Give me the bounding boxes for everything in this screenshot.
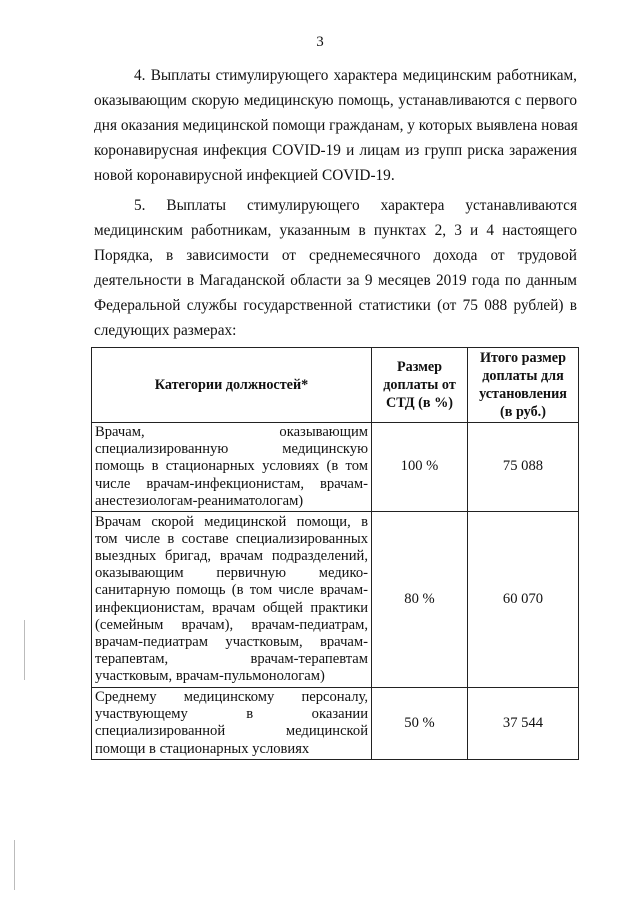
category-line: санитарную помощь (в том числе врачам-: [95, 582, 368, 599]
category-line: Врачам, оказывающим: [95, 424, 368, 440]
category-line: врачам-педиатрам участковым, врачам-: [95, 633, 368, 650]
percent-cell: 100 %: [372, 423, 468, 512]
category-line: помощь в стационарных условиях (в том: [95, 458, 368, 475]
category-line: оказывающим первичную медико-: [95, 565, 368, 582]
category-line: специализированной медицинской: [95, 723, 368, 740]
paragraph-4-line: дня оказания медицинской помощи гражданам, у которых выявлена новая: [94, 117, 578, 134]
category-line: числе врачам-инфекционистам, врачам-: [95, 475, 368, 492]
paragraph-5-line: медицинским работникам, указанным в пунктах 2, 3 и 4 настоящего: [94, 222, 577, 239]
category-line: Среднему медицинскому персоналу,: [95, 689, 368, 706]
header-percent-line: СТД (в %): [386, 395, 453, 411]
category-line: помощи в стационарных условиях: [95, 740, 310, 757]
total-cell: 75 088: [468, 423, 579, 512]
category-line: специализированную медицинскую: [95, 441, 368, 458]
scan-artifact-line: [24, 620, 25, 680]
paragraph-4-line: оказывающим скорую медицинскую помощь, устанавливаются с первого: [94, 92, 577, 109]
category-line: инфекционистам, врачам общей практики: [95, 599, 368, 616]
paragraph-5-line: 5. Выплаты стимулирующего характера устанавливаются: [134, 197, 577, 214]
category-line: (семейным врачам), врачам-педиатрам,: [95, 616, 368, 633]
category-cell: [92, 688, 372, 760]
header-category: Категории должностей*: [92, 348, 372, 423]
paragraph-5-line: Федеральной службы государственной статистики (от 75 088 рублей) в: [94, 297, 577, 314]
header-percent-line: Размер: [396, 359, 443, 375]
category-line: терапевтам, врачам-терапевтам: [95, 651, 368, 668]
paragraph-4-line: коронавирусная инфекция COVID-19 и лицам из групп риска заражения: [94, 142, 577, 159]
paragraph-5-line: Порядка, в зависимости от среднемесячного дохода от трудовой: [94, 247, 577, 264]
table-row: [92, 512, 579, 688]
category-cell: [92, 512, 372, 688]
total-cell: 60 070: [468, 512, 579, 688]
header-percent-line: доплаты от: [383, 377, 456, 393]
header-total-line: доплаты для: [482, 368, 564, 384]
category-line: Врачам скорой медицинской помощи, в: [95, 513, 368, 530]
paragraph-4-line: новой коронавирусной инфекцией COVID-19.: [94, 167, 395, 184]
table-row: [92, 423, 579, 512]
paragraph-5-line: деятельности в Магаданской области за 9 месяцев 2019 года по данным: [94, 272, 577, 289]
header-total-line: Итого размер: [480, 350, 566, 366]
paragraph-5-line: следующих размерах:: [94, 322, 237, 339]
category-line: анестезиологам-реаниматологам): [95, 492, 304, 509]
header-total-line: установления: [479, 386, 567, 402]
category-line: том числе в составе специализированных: [95, 530, 368, 547]
paragraph-4-line: 4. Выплаты стимулирующего характера медицинским работникам,: [134, 67, 577, 84]
total-cell: 37 544: [468, 688, 579, 760]
category-line: выездных бригад, врачам подразделений,: [95, 547, 368, 564]
paragraph-5: [94, 193, 577, 343]
header-total: [468, 348, 579, 423]
category-line: участковым, врачам-пульмонологам): [95, 668, 325, 685]
percent-cell: 80 %: [372, 512, 468, 688]
category-cell: [92, 423, 372, 512]
payment-table: [91, 347, 579, 760]
paragraph-4: [94, 63, 577, 188]
scan-artifact-line: [14, 840, 15, 890]
category-line: участвующему в оказании: [95, 706, 368, 723]
percent-cell: 50 %: [372, 688, 468, 760]
page-number: 3: [316, 34, 324, 50]
table-row: [92, 688, 579, 760]
table-header-row: [92, 348, 579, 423]
header-total-line: (в руб.): [500, 404, 546, 420]
header-percent: [372, 348, 468, 423]
